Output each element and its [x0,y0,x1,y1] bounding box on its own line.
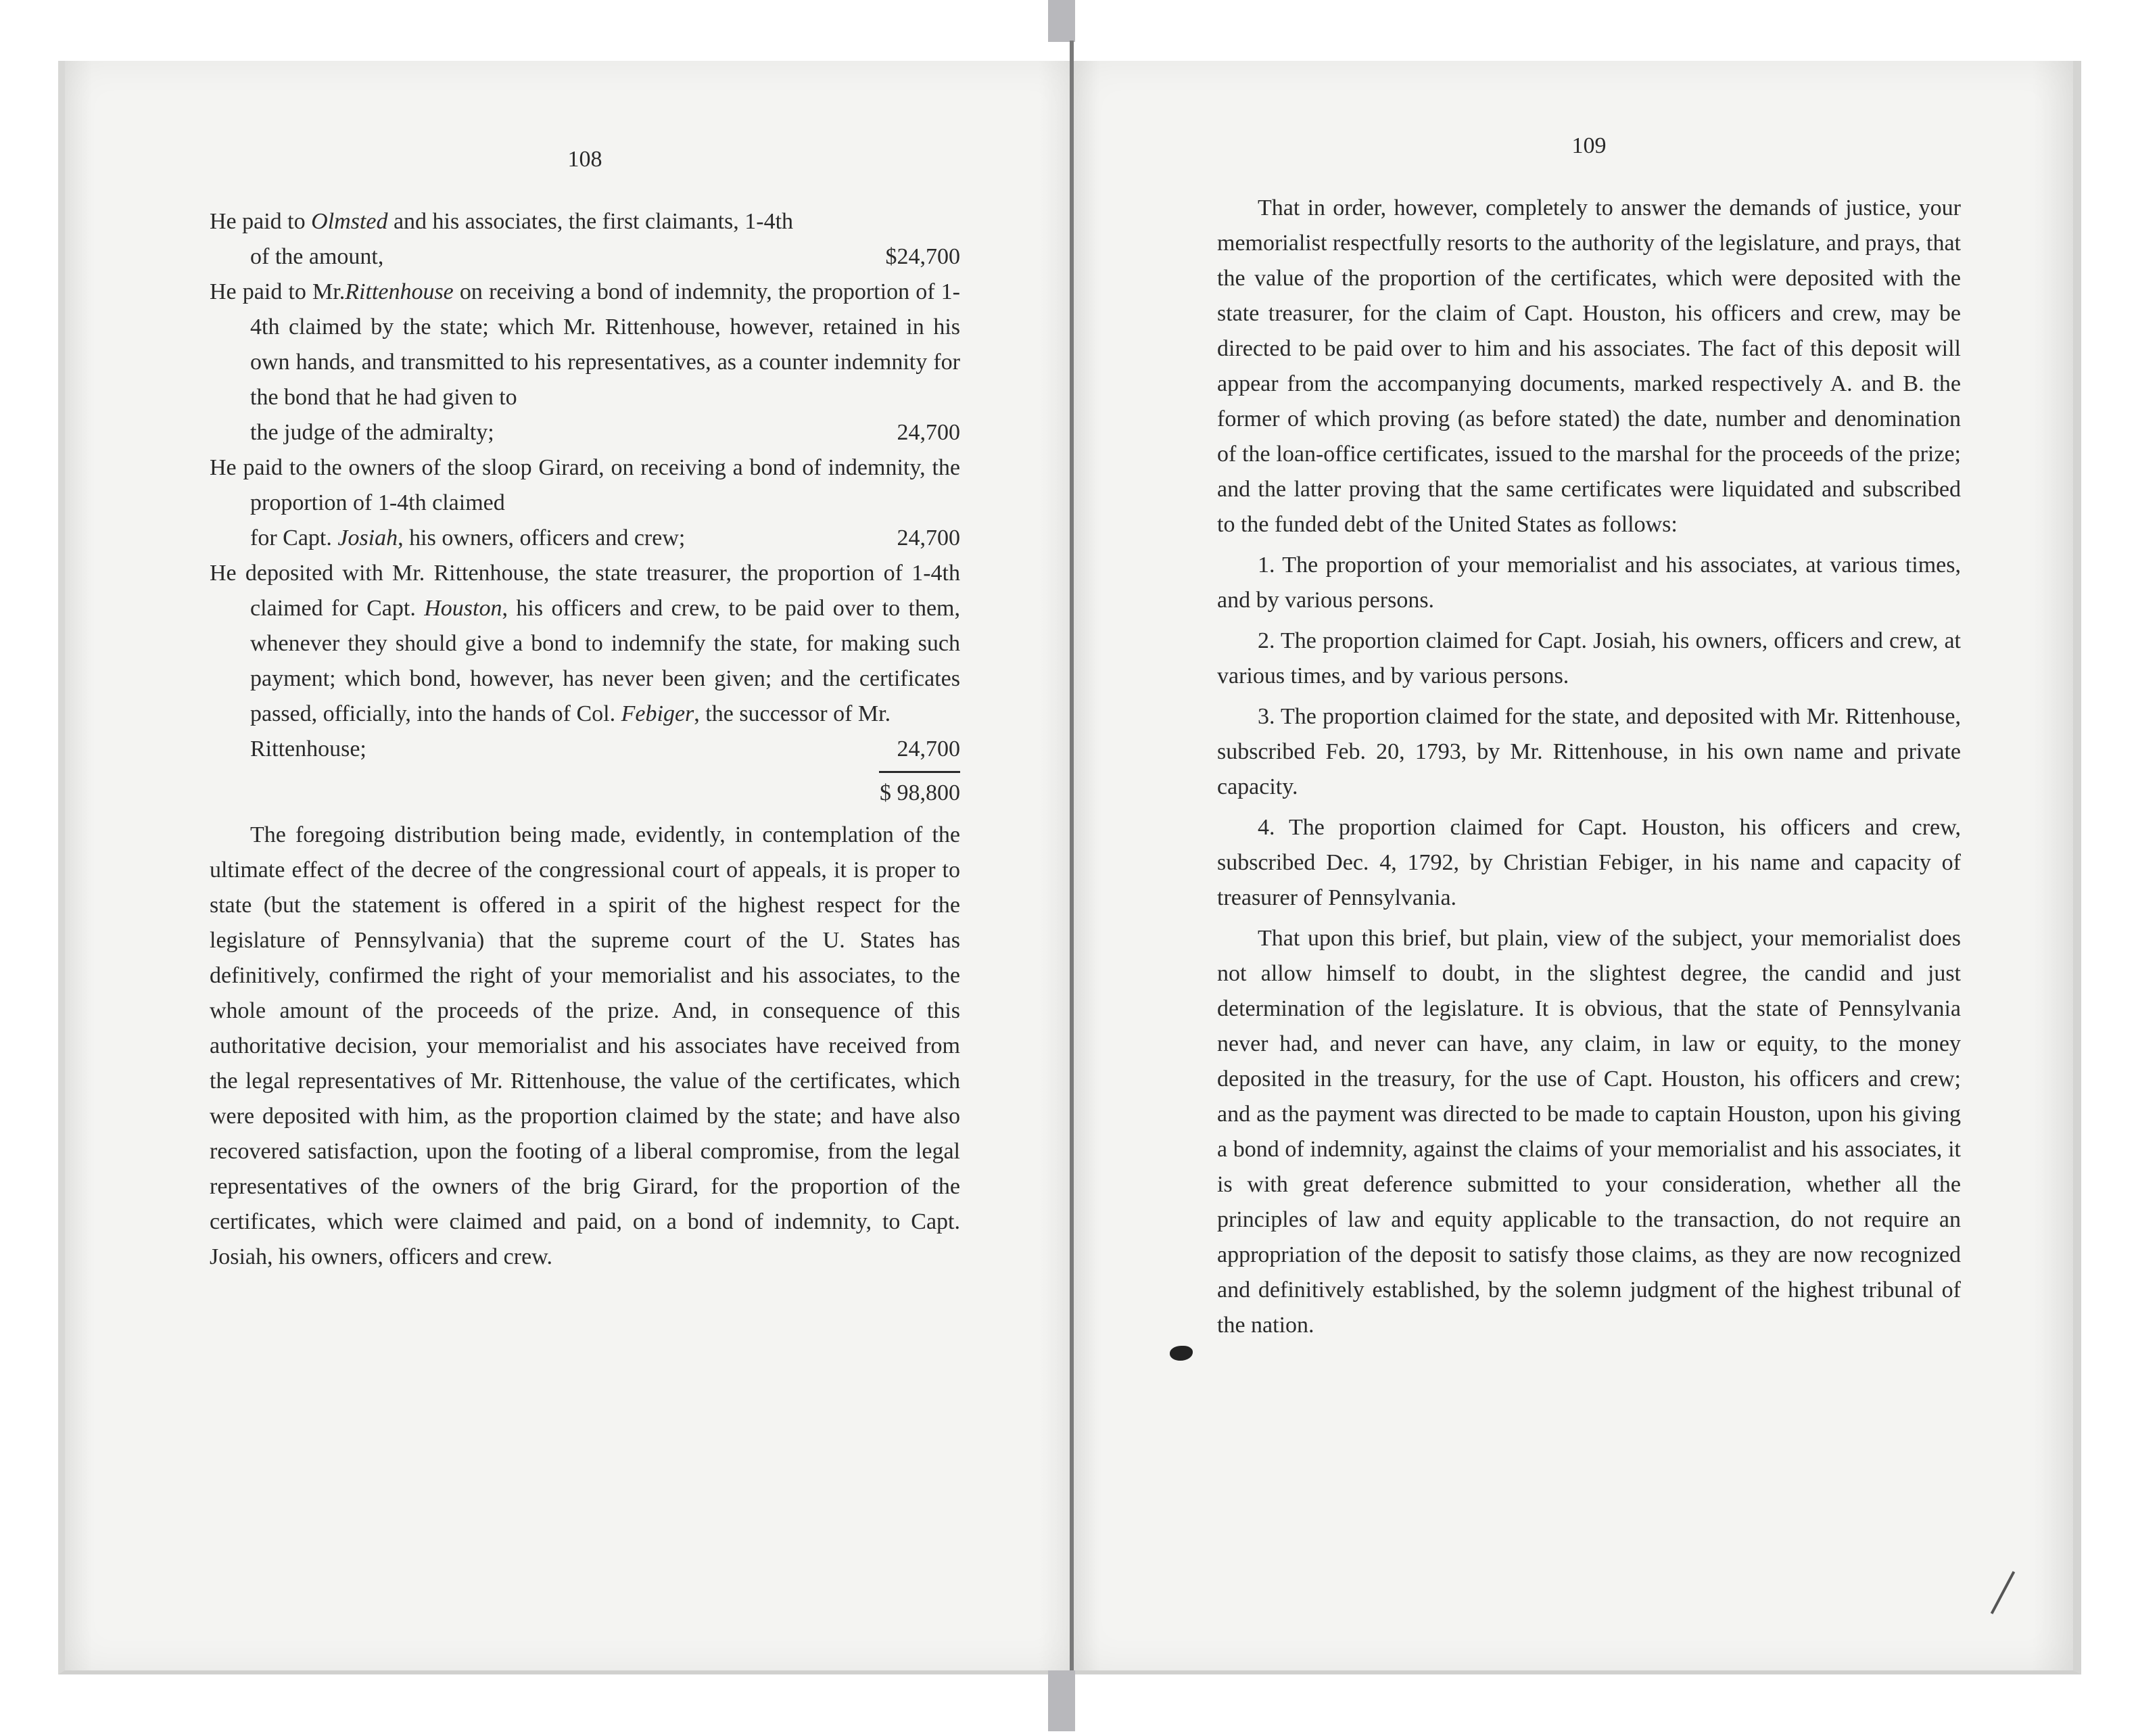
entry-text: He paid to Olmsted and his associates, the first claimants, 1-4th [210,209,794,234]
left-page-text [210,142,960,1280]
page-number-left: 108 [567,147,602,172]
entry-amount: 24,700 [897,736,960,761]
ledger-total: $ 98,800 [880,780,960,805]
total-rule [879,771,960,773]
ledger-entry [210,450,960,556]
entry-last-line: Rittenhouse; [250,736,366,761]
ledger-entry [210,556,960,767]
body-paragraph: The foregoing distribution being made, evidently, in contemplation of the ultimate effect of the decree of the congressional court of appeals, it is proper to state (but the statement is offered in a spirit of the highest respect for the legislature of Pennsylvania) that the supreme court of the U. States has definitively, confirmed the right of your memorialist and his associates, to the whole amount of the proceeds of the prize. And, in consequence of this authoritative decision, your memorialist and his associates have received from the legal representatives of Mr. Rittenhouse, the value of the certificates, which were deposited with him, as the proportion claimed by the state; and have also recovered satisfaction, upon the footing of a liberal compromise, from the legal representatives of the owners of the brig Girard, for the proportion of the certificates, which were claimed and paid, on a bond of indemnity, to Capt. Josiah, his owners, officers and crew. [210,822,960,1269]
ledger-entry [210,275,960,450]
entry-text: He paid to Mr.Rittenhouse on receiving a bond of indemnity, the proportion of 1-4th claimed by the state; which Mr. Rittenhouse, however, retained in his own hands, and transmitted to his representatives, as a counter indemnity for the bond that he had given to [210,279,960,410]
list-item: 3. The proportion claimed for the state, and deposited with Mr. Rittenhouse, subscribed Feb. 20, 1793, by Mr. Rittenhouse, in his own name and private capacity. [1217,704,1961,799]
body-paragraph: That upon this brief, but plain, view of the subject, your memorialist does not allow himself to doubt, in the slightest degree, the candid and just determination of the legislature. It is obvious, that the state of Pennsylvania never had, and never can have, any claim, in law or equity, to the money deposited in the treasury, for the use of Capt. Houston, his officers and crew; and as the payment was directed to be made to captain Houston, upon his giving a bond of indemnity, against the claims of your memorialist and his associates, it is with great deference submitted to your consideration, whether all the principles of law and equity applicable to the transaction, do not require an appropriation of the deposit to satisfy those claims, as they are now recognized and definitively established, by the solemn judgment of the highest tribunal of the nation. [1217,926,1961,1338]
entry-last-line: for Capt. Josiah, his owners, officers and crew; [250,525,686,550]
entry-amount: 24,700 [897,420,960,445]
list-item: 2. The proportion claimed for Capt. Josiah, his owners, officers and crew, at various times, and by various persons. [1217,628,1961,688]
body-paragraph: That in order, however, completely to answer the demands of justice, your memorialist respectfully resorts to the authority of the legislature, and prays, that the value of the proportion of the certificates, which were deposited with the state treasurer, for the claim of Capt. Houston, his officers and crew, may be directed to be paid over to him and his associates. The fact of this deposit will appear from the accompanying documents, marked respectively A. and B. the former of which proving (as before stated) the date, number and denomination of the loan-office certificates, issued to the marshal for the proceeds of the prize; and the latter proving that the same certificates were liquidated and subscribed to the funded debt of the United States as follows: [1217,195,1961,537]
entry-amount: $24,700 [885,244,960,269]
right-page-text [1217,128,1961,1348]
ledger-entry [210,204,960,275]
entry-amount: 24,700 [897,525,960,550]
entry-text: He paid to the owners of the sloop Girard, on receiving a bond of indemnity, the proportion of 1-4th claimed [210,455,960,515]
book-spine [1070,41,1074,1691]
spine-tab-top [1048,0,1075,42]
list-item: 1. The proportion of your memorialist and his associates, at various times, and by various persons. [1217,553,1961,613]
page-number-right: 109 [1571,133,1607,158]
entry-last-line: the judge of the admiralty; [250,420,494,445]
entry-last-line: of the amount, [250,244,384,269]
spine-tab-bottom [1048,1670,1075,1731]
list-item: 4. The proportion claimed for Capt. Houston, his officers and crew, subscribed Dec. 4, 1792, by Christian Febiger, in his name and capacity of treasurer of Pennsylvania. [1217,815,1961,910]
entry-text: He deposited with Mr. Rittenhouse, the state treasurer, the proportion of 1-4th claimed for Capt. Houston, his officers and crew, to be paid over to them, whenever they should give a bond to indemnify the state, for making such payment; which bond, however, has never been given; and the certificates passed, officially, into the hands of Col. Febiger, the successor of Mr. [210,561,960,726]
